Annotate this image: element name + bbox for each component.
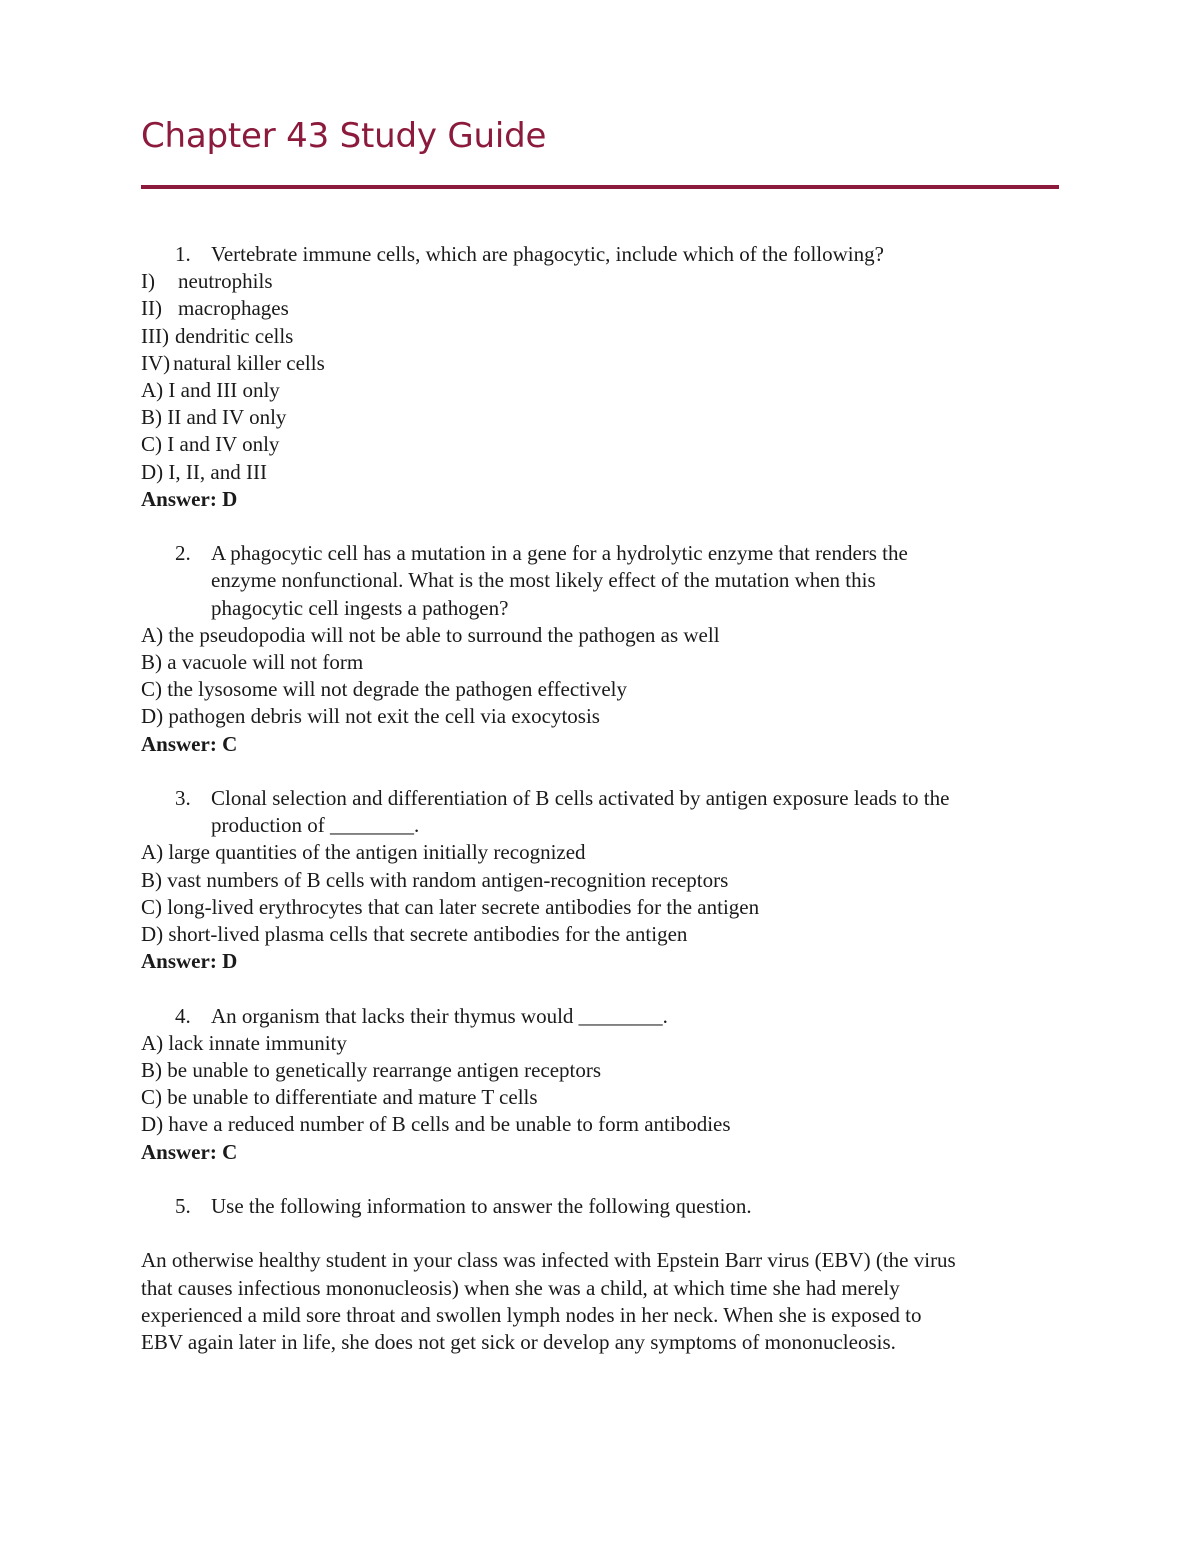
passage-line: EBV again later in life, she does not get sick or develop any symptoms of mononucleosis. [141, 1330, 896, 1355]
question-stem [141, 785, 1061, 839]
answer-key: Answer: C [141, 1139, 238, 1164]
question-text-line: A phagocytic cell has a mutation in a gene for a hydrolytic enzyme that renders the [211, 541, 908, 566]
question-number: 5. [175, 1194, 191, 1219]
answer-option: B) II and IV only [141, 405, 287, 430]
roman-item [141, 323, 1061, 350]
question-number: 2. [175, 541, 191, 566]
question-text-line: enzyme nonfunctional. What is the most likely effect of the mutation when this [211, 568, 876, 593]
answer-option: A) lack innate immunity [141, 1030, 347, 1055]
answer-option: D) have a reduced number of B cells and be unable to form antibodies [141, 1112, 731, 1137]
answer-option: C) the lysosome will not degrade the pathogen effectively [141, 677, 627, 702]
passage-line: An otherwise healthy student in your class was infected with Epstein Barr virus (EBV) (the virus [141, 1248, 956, 1273]
question-number: 1. [175, 242, 191, 266]
question-text-line: production of ________. [211, 813, 420, 838]
roman-item [141, 295, 1061, 322]
page-title: Chapter 43 Study Guide [141, 116, 547, 156]
answer-key: Answer: D [141, 486, 238, 511]
roman-label: III) [141, 323, 169, 348]
roman-label: II) [141, 296, 162, 321]
roman-text: macrophages [178, 296, 289, 321]
answer-option: A) the pseudopodia will not be able to surround the pathogen as well [141, 622, 720, 647]
spacer [141, 513, 1061, 540]
answer-option: C) long-lived erythrocytes that can later secrete antibodies for the antigen [141, 894, 760, 919]
answer-option: B) vast numbers of B cells with random antigen-recognition receptors [141, 867, 729, 892]
roman-text: neutrophils [178, 269, 273, 294]
question-number: 3. [175, 786, 191, 811]
question-5 [141, 1193, 1061, 1356]
spacer [141, 1166, 1061, 1193]
question-4 [141, 1003, 1061, 1166]
answer-option: D) pathogen debris will not exit the cell via exocytosis [141, 704, 600, 729]
answer-option: C) be unable to differentiate and mature T cells [141, 1085, 538, 1110]
question-text: Use the following information to answer the following question. [211, 1194, 752, 1219]
answer-option: B) a vacuole will not form [141, 650, 364, 675]
question-3 [141, 785, 1061, 975]
question-text-line: Clonal selection and differentiation of B cells activated by antigen exposure leads to the [211, 786, 950, 811]
roman-label: I) [141, 269, 155, 294]
answer-option: B) be unable to genetically rearrange antigen receptors [141, 1058, 602, 1083]
passage-line: that causes infectious mononucleosis) when she was a child, at which time she had merely [141, 1275, 900, 1300]
answer-option: C) I and IV only [141, 432, 280, 457]
question-stem [141, 1003, 1061, 1030]
question-1 [141, 241, 1061, 513]
roman-text: dendritic cells [174, 323, 294, 348]
answer-option: A) large quantities of the antigen initially recognized [141, 840, 586, 865]
spacer [141, 1220, 1061, 1247]
question-text: An organism that lacks their thymus would ________. [211, 1003, 668, 1028]
roman-label: IV) [141, 350, 171, 375]
spacer [141, 975, 1061, 1002]
title-divider [141, 185, 1059, 189]
answer-option: A) I and III only [141, 378, 280, 403]
question-list [141, 241, 1061, 1356]
question-text [211, 785, 1061, 839]
question-stem [141, 1193, 1061, 1220]
roman-item [141, 268, 1061, 295]
answer-option: D) I, II, and III [141, 459, 267, 484]
question-stem [141, 540, 1061, 622]
spacer [141, 758, 1061, 785]
answer-option: D) short-lived plasma cells that secrete antibodies for the antigen [141, 922, 688, 947]
roman-item [141, 350, 1061, 377]
answer-key: Answer: C [141, 731, 238, 756]
question-number: 4. [175, 1003, 191, 1028]
question-2 [141, 540, 1061, 758]
passage-line: experienced a mild sore throat and swollen lymph nodes in her neck. When she is exposed to [141, 1302, 922, 1327]
question-text [211, 540, 1061, 622]
question-stem [141, 241, 1061, 268]
question-text-line: phagocytic cell ingests a pathogen? [211, 595, 509, 620]
question-text: Vertebrate immune cells, which are phagocytic, include which of the following? [211, 242, 884, 266]
answer-key: Answer: D [141, 949, 238, 974]
roman-text: natural killer cells [173, 350, 325, 375]
scenario-passage [141, 1247, 1061, 1356]
